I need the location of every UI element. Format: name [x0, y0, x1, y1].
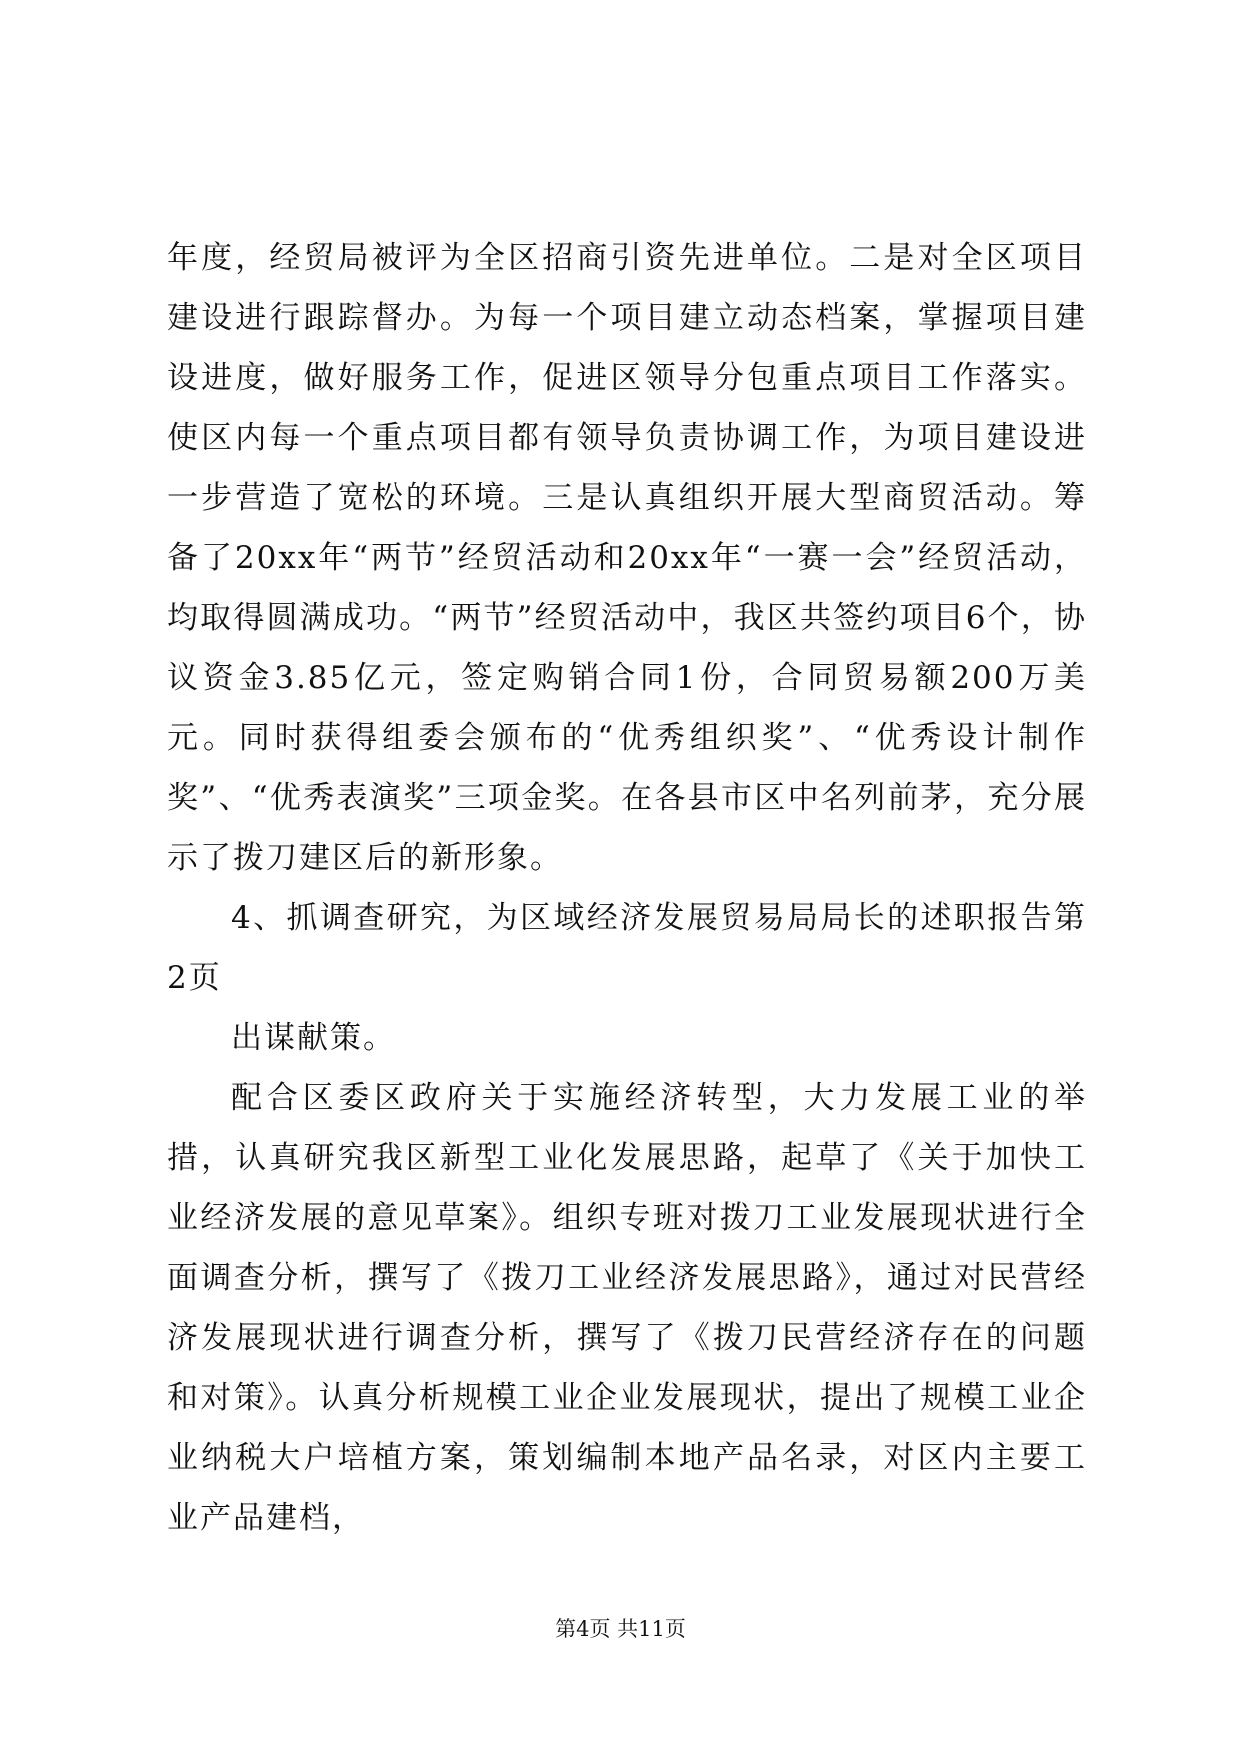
paragraph-project-tracking: 年度，经贸局被评为全区招商引资先进单位。二是对全区项目建设进行跟踪督办。为每一个项目建立动态档案，掌握项目建设进度，做好服务工作，促进区领导分包重点项目工作落实。使区内每一个重点项目都有领导负责协调工作，为项目建设进一步营造了宽松的环境。三是认真组织开展大型商贸活动。筹备了20xx年“两节”经贸活动和20xx年“一赛一会”经贸活动，均取得圆满成功。“两节”经贸活动中，我区共签约项目6个，协议资金3.85亿元，签定购销合同1份，合同贸易额200万美元。同时获得组委会颁布的“优秀组织奖”、“优秀设计制作奖”、“优秀表演奖”三项金奖。在各县市区中名列前茅，充分展示了拨刀建区后的新形象。 [167, 240, 1087, 876]
paragraph-research-heading-cont: 出谋献策。 [231, 1020, 396, 1056]
document-body [167, 228, 1087, 1548]
paragraph-research-heading: 4、抓调查研究，为区域经济发展贸易局局长的述职报告第2页 [167, 900, 1087, 996]
page-number-footer: 第4页 共11页 [555, 1617, 686, 1641]
paragraph-industrial-research: 配合区委区政府关于实施经济转型，大力发展工业的举措，认真研究我区新型工业化发展思路，起草了《关于加快工业经济发展的意见草案》。组织专班对拨刀工业发展现状进行全面调查分析，撰写了《拨刀工业经济发展思路》，通过对民营经济发展现状进行调查分析，撰写了《拨刀民营经济存在的问题和对策》。认真分析规模工业企业发展现状，提出了规模工业企业纳税大户培植方案，策划编制本地产品名录，对区内主要工业产品建档， [167, 1080, 1087, 1536]
